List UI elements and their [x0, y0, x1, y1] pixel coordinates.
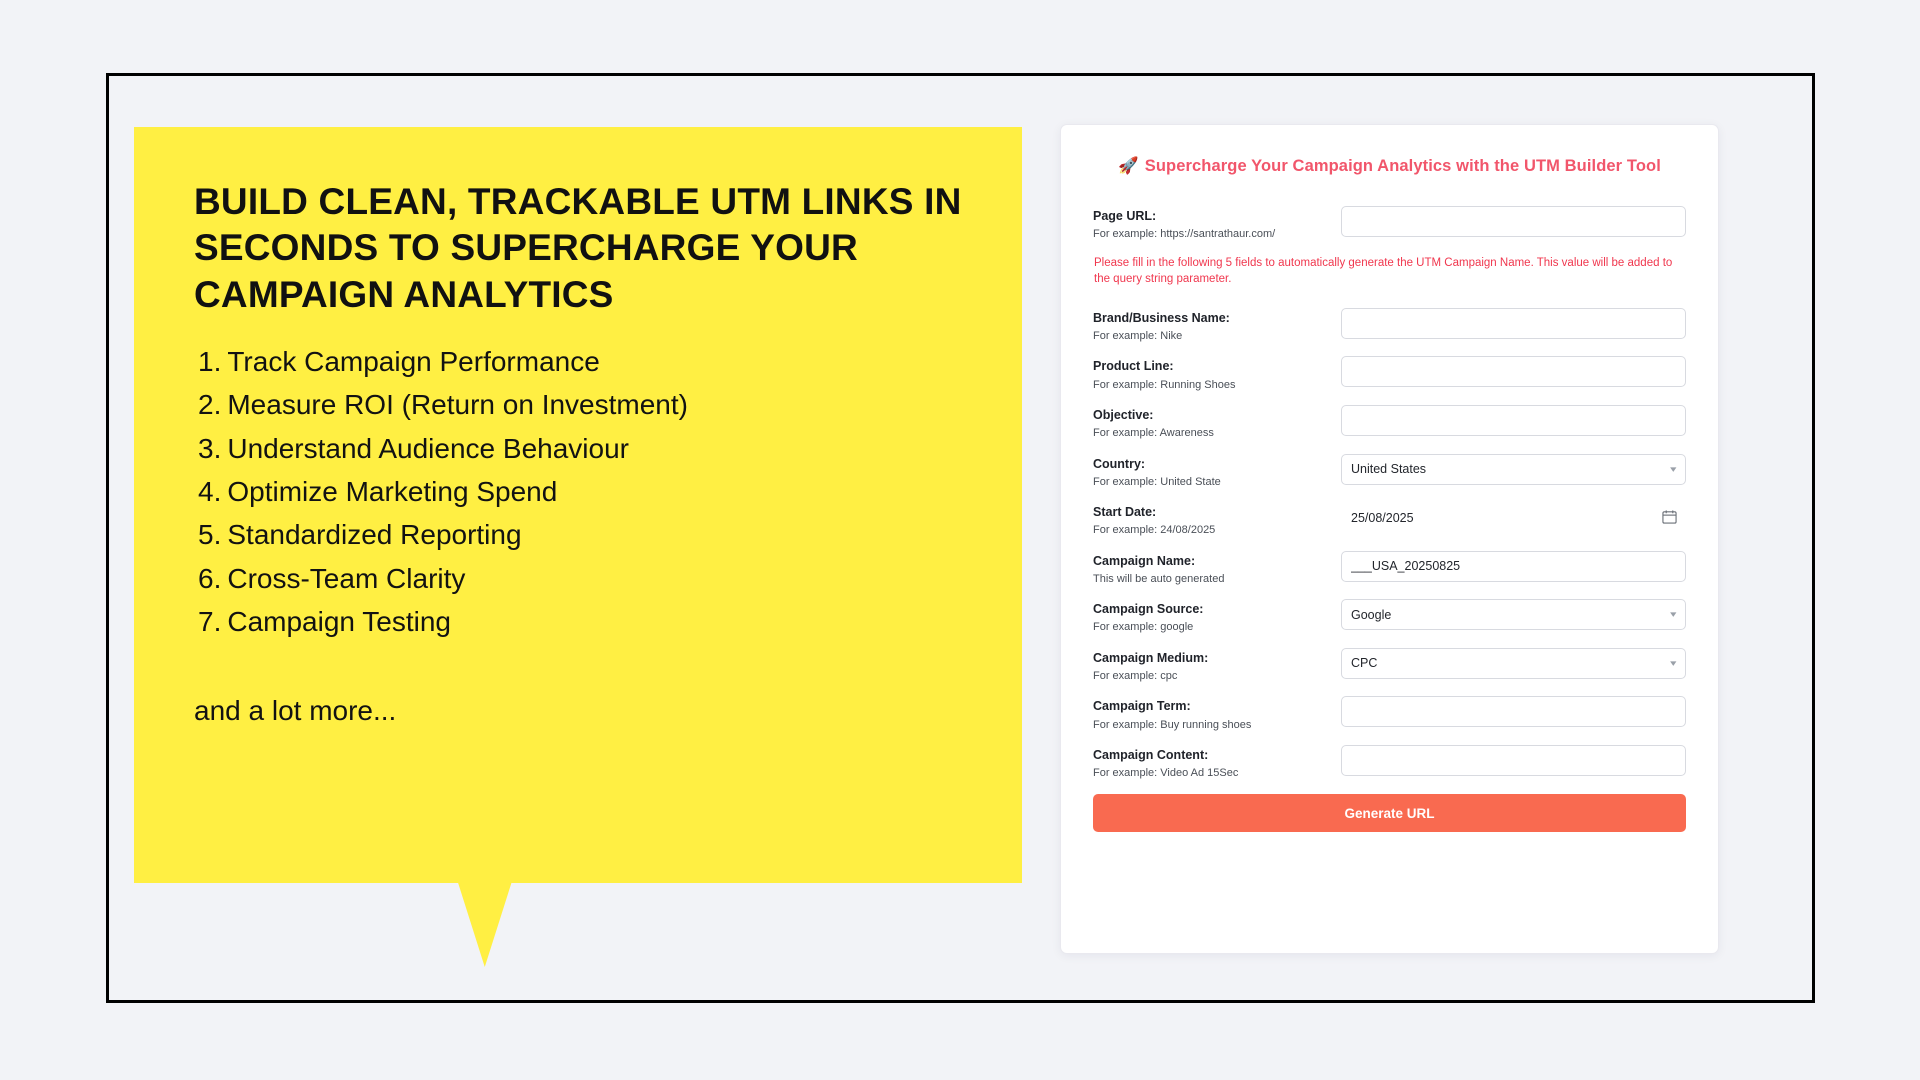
list-item-number: 7. — [198, 606, 222, 638]
field-input-col — [1341, 599, 1686, 630]
field-country — [1093, 454, 1686, 490]
benefit-list — [194, 340, 962, 644]
field-input-col — [1341, 648, 1686, 679]
campaign-content-hint: For example: Video Ad 15Sec — [1093, 767, 1239, 780]
field-label-col — [1093, 599, 1341, 635]
field-start-date — [1093, 502, 1686, 538]
field-campaign-content — [1093, 745, 1686, 781]
field-label-col — [1093, 206, 1341, 242]
field-label-col — [1093, 454, 1341, 490]
field-input-col — [1341, 696, 1686, 727]
field-label-col — [1093, 356, 1341, 392]
list-item-number: 1. — [198, 345, 222, 377]
campaign-source-label: Campaign Source: — [1093, 602, 1204, 617]
list-item — [198, 383, 962, 426]
objective-input[interactable] — [1341, 405, 1686, 436]
calendar-icon[interactable] — [1662, 509, 1677, 525]
field-label-col — [1093, 308, 1341, 344]
list-item-number: 2. — [198, 389, 222, 421]
brand-input[interactable] — [1341, 308, 1686, 339]
campaign-term-input[interactable] — [1341, 696, 1686, 727]
form-title-text: Supercharge Your Campaign Analytics with the UTM Builder Tool — [1144, 157, 1661, 175]
start-date-value: 25/08/2025 — [1351, 510, 1414, 525]
campaign-source-hint: For example: google — [1093, 621, 1194, 634]
field-page-url — [1093, 206, 1686, 242]
campaign-medium-select[interactable] — [1341, 648, 1686, 679]
chevron-down-icon: ▾ — [1670, 609, 1677, 620]
campaign-term-label: Campaign Term: — [1093, 699, 1191, 714]
objective-hint: For example: Awareness — [1093, 427, 1214, 440]
field-input-col — [1341, 356, 1686, 387]
list-item-label: Understand Audience Behaviour — [227, 432, 629, 464]
field-label-col — [1093, 551, 1341, 587]
campaign-term-hint: For example: Buy running shoes — [1093, 718, 1252, 731]
campaign-source-select[interactable] — [1341, 599, 1686, 630]
list-item — [198, 340, 962, 383]
list-item-label: Optimize Marketing Spend — [227, 475, 558, 507]
campaign-content-label: Campaign Content: — [1093, 747, 1209, 762]
field-input-col — [1341, 454, 1686, 485]
chevron-down-icon: ▾ — [1670, 657, 1677, 668]
country-hint: For example: United State — [1093, 475, 1221, 488]
field-campaign-term — [1093, 696, 1686, 732]
country-label: Country: — [1093, 456, 1146, 471]
field-input-col — [1341, 745, 1686, 776]
list-item — [198, 513, 962, 556]
campaign-content-input[interactable] — [1341, 745, 1686, 776]
field-input-col — [1341, 206, 1686, 237]
field-campaign-medium — [1093, 648, 1686, 684]
auto-generate-notice: Please fill in the following 5 fields to automatically generate the UTM Campaign Name. This value will be added to the query string parameter. — [1094, 256, 1673, 286]
list-item-number: 5. — [198, 519, 222, 551]
start-date-label: Start Date: — [1093, 505, 1157, 520]
page-url-label: Page URL: — [1093, 209, 1157, 223]
generate-url-button[interactable]: Generate URL — [1093, 794, 1686, 832]
form-title — [1093, 157, 1686, 176]
list-item-number: 4. — [198, 475, 222, 507]
chevron-down-icon: ▾ — [1670, 463, 1677, 474]
list-item-label: Standardized Reporting — [227, 519, 522, 551]
field-input-col — [1341, 308, 1686, 339]
promo-panel — [134, 127, 1022, 967]
utm-builder-form — [1060, 124, 1719, 954]
list-item-label: Campaign Testing — [227, 606, 451, 638]
campaign-medium-value: CPC — [1351, 656, 1378, 671]
list-item-number: 3. — [198, 432, 222, 464]
product-line-hint: For example: Running Shoes — [1093, 378, 1236, 391]
list-item — [198, 600, 962, 643]
product-line-input[interactable] — [1341, 356, 1686, 387]
campaign-medium-label: Campaign Medium: — [1093, 650, 1209, 665]
field-product-line — [1093, 356, 1686, 392]
country-select-value: United States — [1351, 462, 1427, 477]
field-label-col — [1093, 405, 1341, 441]
campaign-name-hint: This will be auto generated — [1093, 572, 1225, 585]
field-brand — [1093, 308, 1686, 344]
list-item — [198, 557, 962, 600]
objective-label: Objective: — [1093, 407, 1154, 422]
field-label-col — [1093, 745, 1341, 781]
campaign-name-input[interactable] — [1341, 551, 1686, 582]
content-frame — [106, 73, 1815, 1003]
field-input-col — [1341, 551, 1686, 582]
field-label-col — [1093, 696, 1341, 732]
field-campaign-name — [1093, 551, 1686, 587]
product-line-label: Product Line: — [1093, 359, 1174, 374]
brand-hint: For example: Nike — [1093, 330, 1183, 343]
field-input-col — [1341, 405, 1686, 436]
campaign-name-label: Campaign Name: — [1093, 553, 1196, 568]
country-select[interactable] — [1341, 454, 1686, 485]
brand-label: Brand/Business Name: — [1093, 310, 1230, 325]
start-date-hint: For example: 24/08/2025 — [1093, 524, 1216, 537]
list-item-number: 6. — [198, 562, 222, 594]
more-text: and a lot more... — [194, 695, 397, 727]
field-label-col — [1093, 502, 1341, 538]
list-item-label: Track Campaign Performance — [227, 345, 600, 377]
campaign-medium-hint: For example: cpc — [1093, 669, 1178, 682]
field-campaign-source — [1093, 599, 1686, 635]
list-item-label: Cross-Team Clarity — [227, 562, 466, 594]
list-item — [198, 470, 962, 513]
field-label-col — [1093, 648, 1341, 684]
list-item-label: Measure ROI (Return on Investment) — [227, 389, 688, 421]
rocket-icon: 🚀 — [1118, 157, 1139, 175]
field-objective — [1093, 405, 1686, 441]
campaign-source-value: Google — [1351, 607, 1392, 622]
page-url-hint: For example: https://santrathaur.com/ — [1093, 228, 1276, 241]
page-title: BUILD CLEAN, TRACKABLE UTM LINKS IN SECONDS TO SUPERCHARGE YOUR CAMPAIGN ANALYTICS — [194, 181, 962, 315]
page-url-input[interactable] — [1341, 206, 1686, 237]
list-item — [198, 427, 962, 470]
